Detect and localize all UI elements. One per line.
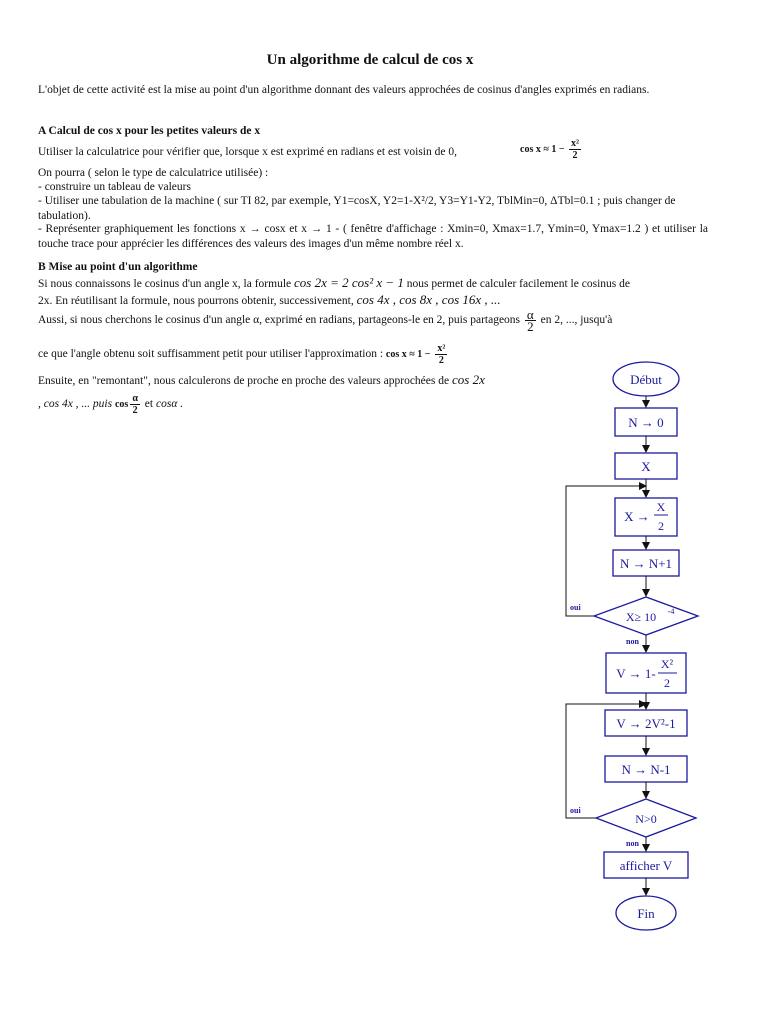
b-line4-denominator: 2: [438, 355, 444, 366]
x-input-label: X: [641, 459, 651, 474]
b-line6-et: et: [144, 398, 154, 411]
section-b-heading: B Mise au point d'un algorithme: [38, 261, 198, 273]
b-line6-text: , cos 4x , ... puis: [38, 398, 113, 411]
test1-exponent: -4: [667, 607, 675, 616]
v-approx-den: 2: [664, 676, 670, 690]
no-label-1: non: [626, 637, 639, 646]
test2-label: N>0: [635, 812, 657, 826]
b-line4-numerator: x²: [437, 343, 446, 354]
start-label: Début: [630, 372, 662, 387]
section-a-line5: - Représenter graphiquement les fonctions x → cosx et x → 1 - ( fenêtre d'affichage : Xmin=0, Xmax=1.7, Ymin=0, Ymax=1.2 ) et utiliser la touche trace pour apprécier les différences des valeurs des images d'un même nombre réel x.: [38, 223, 708, 250]
alpha-denominator: 2: [527, 319, 534, 334]
yes-label-2: oui: [570, 806, 581, 815]
b-line2-text: 2x. En réutilisant la formule, nous pourrons obtenir, successivement,: [38, 295, 354, 307]
b-line1-text: Si nous connaissons le cosinus d'un angle x, la formule: [38, 278, 292, 290]
algorithm-flowchart: [550, 355, 760, 945]
b-line5-formula: cos 2x: [451, 372, 485, 387]
n-plus-label: N → N+1: [619, 556, 673, 571]
page-title: Un algorithme de calcul de cos x: [266, 52, 474, 68]
formula-denominator: 2: [572, 150, 578, 161]
b-line6-denominator: 2: [132, 405, 138, 416]
intro-paragraph: L'objet de cette activité est la mise au point d'un algorithme donnant des valeurs approchées de cosinus d'angles exprimés en radians.: [38, 84, 650, 96]
section-b-line5: [38, 373, 578, 389]
section-a-line1: Utiliser la calculatrice pour vérifier que, lorsque x est exprimé en radians et est voisin de 0,: [38, 146, 457, 158]
section-a-line2: On pourra ( selon le type de calculatrice utilisée) :: [38, 167, 269, 179]
b-line6-fraction: [130, 393, 140, 416]
x-half-left: X →: [624, 509, 650, 524]
b-line4-text: ce que l'angle obtenu soit suffisamment petit pour utiliser l'approximation :: [38, 348, 384, 361]
v-approx-left: V → 1-: [616, 666, 656, 681]
no-label-2: non: [626, 839, 639, 848]
n-zero-label: N → 0: [628, 415, 664, 430]
section-b-line2: [38, 293, 708, 309]
b-line6-end: cosα .: [155, 398, 184, 411]
formula-fraction: [569, 138, 581, 161]
x-half-num: X: [656, 500, 666, 514]
b-line1-text-end: nous permet de calculer facilement le cosinus de: [406, 278, 630, 290]
show-label: afficher V: [619, 858, 673, 873]
section-a-heading: A Calcul de cos x pour les petites valeurs de x: [38, 125, 261, 137]
yes-label-1: oui: [570, 603, 581, 612]
formula-numerator: x²: [571, 138, 580, 149]
b-line3-text-end: en 2, ..., jusqu'à: [540, 314, 613, 327]
n-minus-label: N → N-1: [621, 762, 671, 777]
test1-label: X≥ 10: [625, 610, 657, 624]
b-line1-formula: cos 2x = 2 cos² x − 1: [294, 275, 404, 290]
formula-left: cos x ≈ 1 −: [520, 143, 565, 155]
section-b-line1: [38, 276, 708, 292]
b-line5-text: Ensuite, en "remontant", nous calculerons de proche en proche des valeurs approchées de: [38, 375, 450, 387]
alpha-half-fraction: [525, 309, 536, 332]
v-approx-num: X²: [660, 657, 674, 671]
x-half-den: 2: [658, 519, 664, 533]
b-line4-fraction: [435, 343, 447, 366]
section-a-line3: - construire un tableau de valeurs: [38, 181, 191, 193]
alpha-numerator: α: [526, 307, 534, 322]
v-double-label: V → 2V²-1: [616, 716, 676, 731]
section-a-line4: - Utiliser une tabulation de la machine ( sur TI 82, par exemple, Y1=cosX, Y2=1-X²/2, Y3=Y1-Y2, TblMin=0, ΔTbl=0.1 ; puis changer de tabulation).: [38, 195, 676, 222]
end-label: Fin: [637, 906, 655, 921]
b-line6-cos: cos: [114, 399, 129, 411]
section-b-line3: [38, 309, 708, 332]
b-line6-numerator: α: [132, 393, 138, 404]
b-line4-formula: cos x ≈ 1 −: [385, 349, 431, 361]
b-line2-formula: cos 4x , cos 8x , cos 16x , ...: [356, 292, 501, 307]
section-b-line6: [38, 393, 578, 416]
section-a-formula: [520, 138, 583, 161]
b-line3-text: Aussi, si nous cherchons le cosinus d'un angle α, exprimé en radians, partageons-le en 2, puis partageons: [38, 314, 521, 327]
